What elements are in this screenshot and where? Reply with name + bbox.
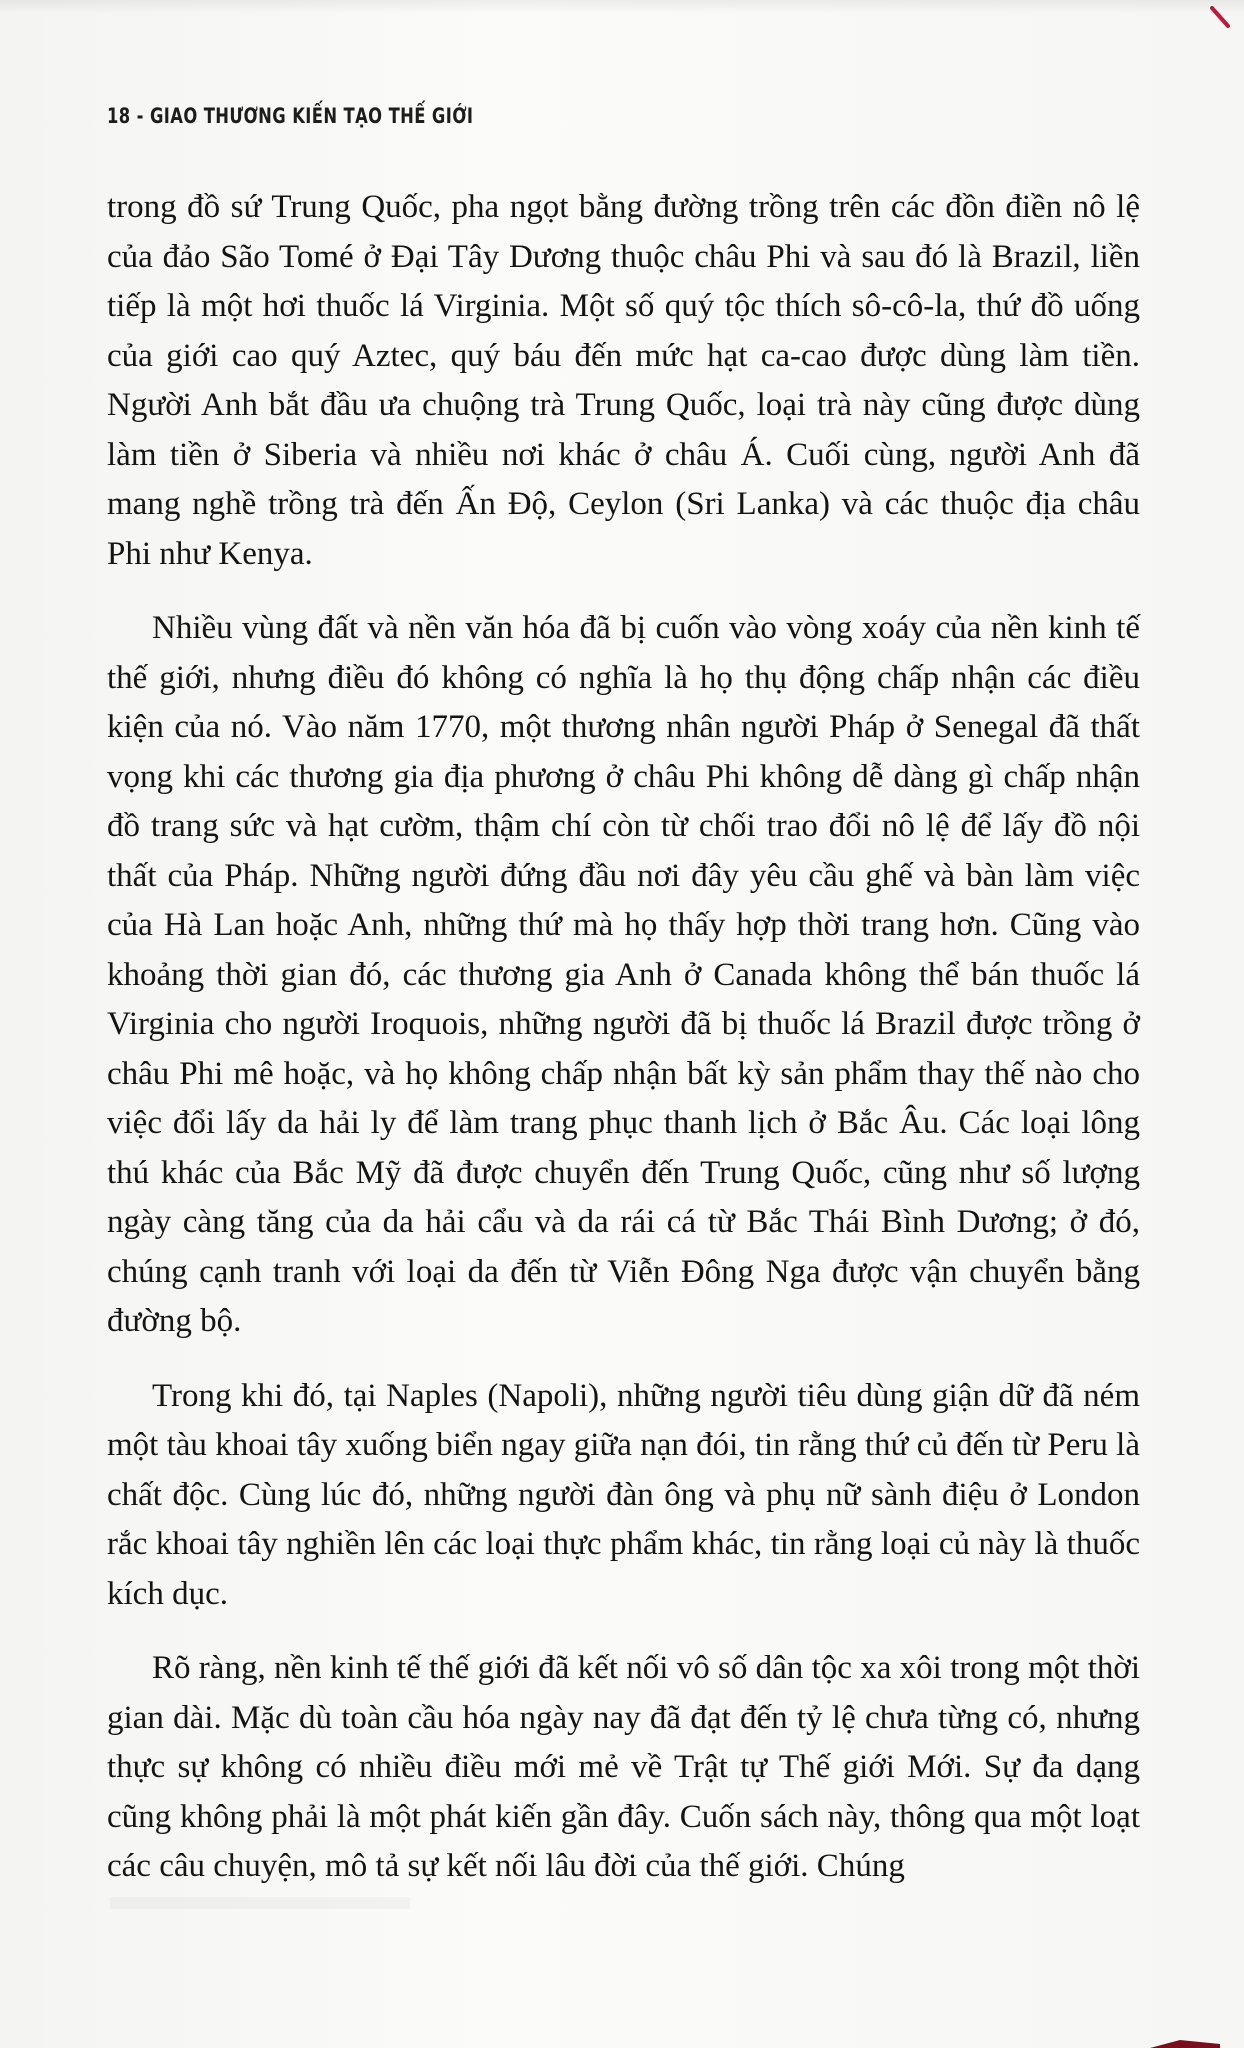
- corner-bookmark-mark: [1210, 6, 1230, 28]
- bottom-edge-mark: [1150, 2022, 1220, 2048]
- body-text: [107, 183, 1140, 1917]
- paragraph-3: Trong khi đó, tại Naples (Napoli), những người tiêu dùng giận dữ đã ném một tàu khoai tây xuống biển ngay giữa nạn đói, tin rằng thứ củ đến từ Peru là chất độc. Cùng lúc đó, những người đàn ông và phụ nữ sành điệu ở London rắc khoai tây nghiền lên các loại thực phẩm khác, tin rằng loại củ này là thuốc kích dục.: [107, 1377, 1140, 1612]
- page-top-shadow: [0, 0, 1244, 14]
- paragraph-2: Nhiều vùng đất và nền văn hóa đã bị cuốn vào vòng xoáy của nền kinh tế thế giới, nhưng điều đó không có nghĩa là họ thụ động chấp nhận các điều kiện của nó. Vào năm 1770, một thương nhân người Pháp ở Senegal đã thất vọng khi các thương gia địa phương ở châu Phi không dễ dàng gì chấp nhận đồ trang sức và hạt cườm, thậm chí còn từ chối trao đổi nô lệ để lấy đồ nội thất của Pháp. Những người đứng đầu nơi đây yêu cầu ghế và bàn làm việc của Hà Lan hoặc Anh, những thứ mà họ thấy hợp thời trang hơn. Cũng vào khoảng thời gian đó, các thương gia Anh ở Canada không thể bán thuốc lá Virginia cho người Iroquois, những người đã bị thuốc lá Brazil được trồng ở châu Phi mê hoặc, và họ không chấp nhận bất kỳ sản phẩm thay thế nào cho việc đổi lấy da hải ly để làm trang phục thanh lịch ở Bắc Âu. Các loại lông thú khác của Bắc Mỹ đã được chuyển đến Trung Quốc, cũng như số lượng ngày càng tăng của da hải cẩu và da rái cá từ Bắc Thái Bình Dương; ở đó, chúng cạnh tranh với loại da đến từ Viễn Đông Nga được vận chuyển bằng đường bộ.: [107, 610, 1140, 1339]
- paragraph-4: Rõ ràng, nền kinh tế thế giới đã kết nối vô số dân tộc xa xôi trong một thời gian dài. Mặc dù toàn cầu hóa ngày nay đã đạt đến tỷ lệ chưa từng có, nhưng thực sự không có nhiều điều mới mẻ về Trật tự Thế giới Mới. Sự đa dạng cũng không phải là một phát kiến gần đây. Cuốn sách này, thông qua một loạt các câu chuyện, mô tả sự kết nối lâu đời của thế giới. Chúng: [107, 1650, 1140, 1884]
- running-head: 18 - GIAO THƯƠNG KIẾN TẠO THẾ GIỚI: [107, 104, 474, 128]
- paragraph-1: trong đồ sứ Trung Quốc, pha ngọt bằng đường trồng trên các đồn điền nô lệ của đảo São Tomé ở Đại Tây Dương thuộc châu Phi và sau đó là Brazil, liền tiếp là một hơi thuốc lá Virginia. Một số quý tộc thích sô-cô-la, thứ đồ uống của giới cao quý Aztec, quý báu đến mức hạt ca-cao được dùng làm tiền. Người Anh bắt đầu ưa chuộng trà Trung Quốc, loại trà này cũng được dùng làm tiền ở Siberia và nhiều nơi khác ở châu Á. Cuối cùng, người Anh đã mang nghề trồng trà đến Ấn Độ, Ceylon (Sri Lanka) và các thuộc địa châu Phi như Kenya.: [107, 189, 1140, 572]
- bleed-through-ghost: [110, 1897, 410, 1909]
